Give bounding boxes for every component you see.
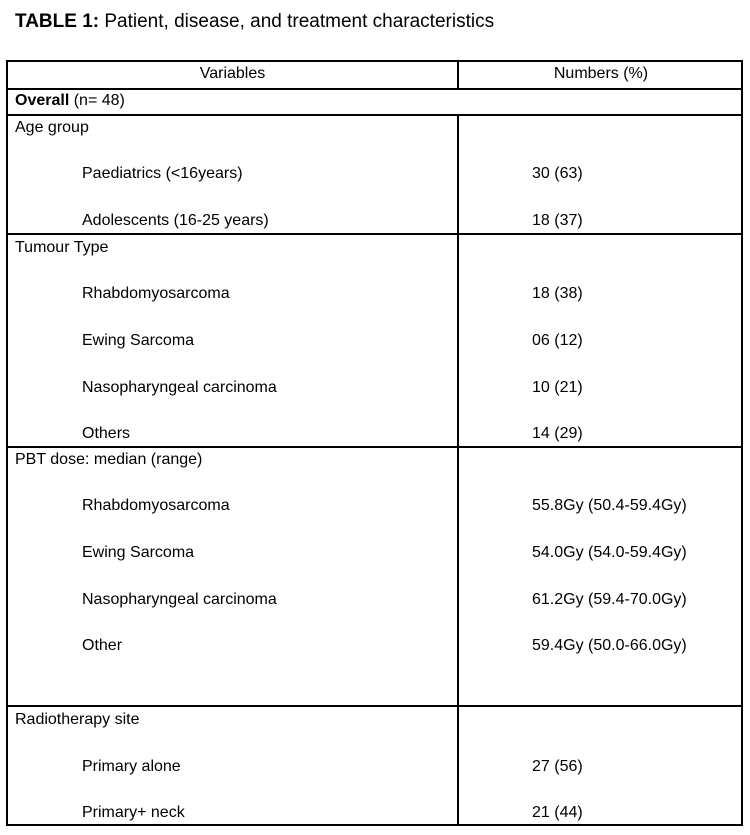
- dose-row-label: Nasopharyngeal carcinoma: [82, 591, 277, 608]
- table-caption: [15, 9, 494, 35]
- tumour-row-label: Rhabdomyosarcoma: [82, 285, 230, 302]
- dose-row-label: Ewing Sarcoma: [82, 544, 195, 561]
- caption-label: TABLE 1:: [15, 11, 100, 32]
- header-variables: Variables: [199, 65, 266, 82]
- tumour-row-value: 10 (21): [532, 379, 583, 396]
- age-group-divider: [8, 233, 741, 235]
- tumour-row-value: 18 (38): [532, 285, 583, 302]
- site-row-label: Primary alone: [82, 758, 181, 775]
- site-row-value: 21 (44): [532, 804, 583, 821]
- tumour-type-title: Tumour Type: [15, 239, 109, 256]
- header-numbers: Numbers (%): [553, 65, 649, 82]
- tumour-row-label: Ewing Sarcoma: [82, 332, 195, 349]
- header-divider: [8, 88, 741, 90]
- characteristics-table: [6, 60, 743, 826]
- age-group-title: Age group: [15, 119, 89, 136]
- tumour-row-value: 06 (12): [532, 332, 583, 349]
- body-column-divider: [457, 114, 459, 824]
- tumour-row-value: 14 (29): [532, 425, 583, 442]
- age-row-label: Adolescents (16-25 years): [82, 212, 269, 229]
- age-row-value: 30 (63): [532, 165, 583, 182]
- dose-row-label: Other: [82, 637, 123, 654]
- pbt-dose-title: PBT dose: median (range): [15, 451, 203, 468]
- age-row-label: Paediatrics (<16years): [82, 165, 243, 182]
- site-row-value: 27 (56): [532, 758, 583, 775]
- dose-row-value: 55.8Gy (50.4-59.4Gy): [532, 497, 687, 514]
- caption-text: Patient, disease, and treatment characteristics: [99, 11, 495, 32]
- overall-row: [15, 91, 125, 111]
- dose-row-label: Rhabdomyosarcoma: [82, 497, 230, 514]
- overall-divider: [8, 114, 741, 116]
- dose-row-value: 61.2Gy (59.4-70.0Gy): [532, 591, 687, 608]
- age-row-value: 18 (37): [532, 212, 583, 229]
- overall-count: (n= 48): [69, 92, 125, 109]
- dose-row-value: 54.0Gy (54.0-59.4Gy): [532, 544, 687, 561]
- dose-row-value: 59.4Gy (50.0-66.0Gy): [532, 637, 687, 654]
- radiotherapy-site-title: Radiotherapy site: [15, 711, 140, 728]
- overall-label: Overall: [15, 92, 70, 109]
- pbt-dose-divider: [8, 705, 741, 707]
- tumour-row-label: Nasopharyngeal carcinoma: [82, 379, 277, 396]
- site-row-label: Primary+ neck: [82, 804, 185, 821]
- tumour-row-label: Others: [82, 425, 131, 442]
- tumour-type-divider: [8, 446, 741, 448]
